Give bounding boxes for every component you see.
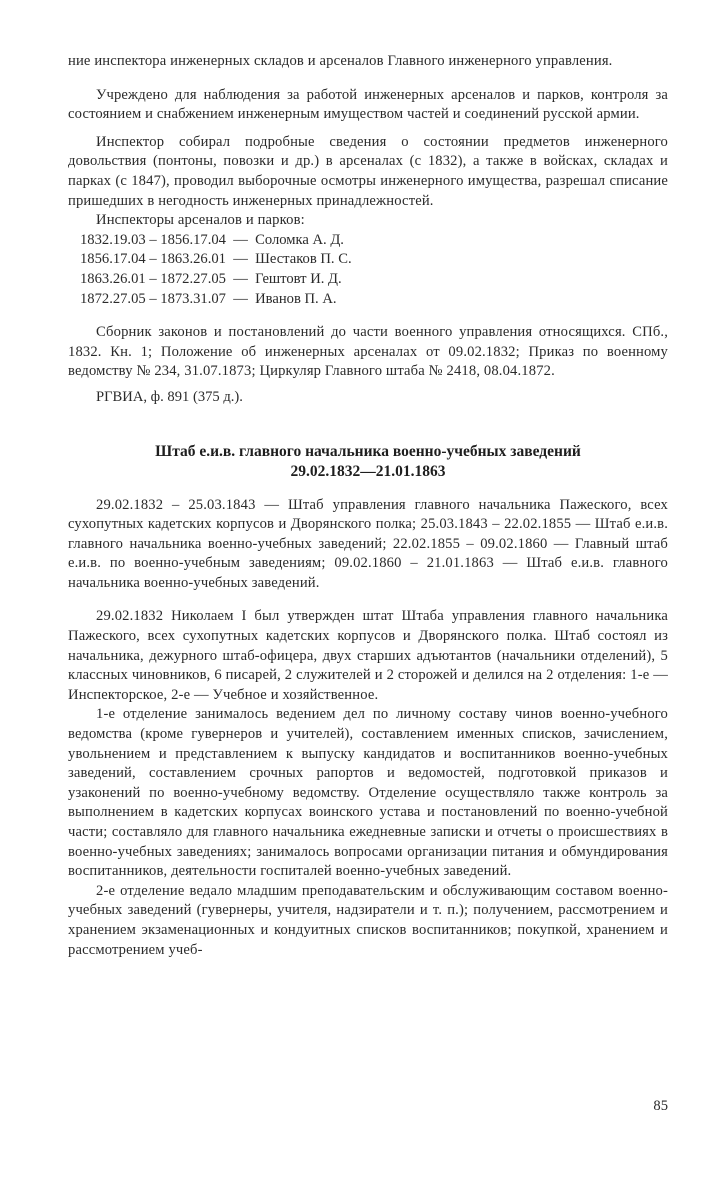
- list-item: 1863.26.01 – 1872.27.05 — Гештовт И. Д.: [80, 270, 342, 287]
- page-body: [68, 52, 668, 960]
- paragraph-purpose: Учреждено для наблюдения за работой инженерных арсеналов и парков, контроля за состоянием и снабжением инженерным имуществом частей и соединений русской армии.: [68, 86, 668, 123]
- paragraph-structure: 29.02.1832 Николаем I был утвержден штат Штаба управления главного начальника Пажеского, всех сухопутных кадетских корпусов и Дворянского полка. Штаб состоял из начальника, дежурного штаб-офицера, двух старших адъютантов (начальники отделений), 5 классных чиновников, 6 писарей, 2 служителей и 2 сторожей и делился на 2 отделения: 1-е — Инспекторское, 2-е — Учебное и хозяйственное.: [68, 608, 668, 703]
- page-number: 85: [653, 1098, 668, 1114]
- section-heading: [68, 442, 668, 482]
- paragraph-renamings: 29.02.1832 – 25.03.1843 — Штаб управления главного начальника Пажеского, всех сухопутных кадетских корпусов и Дворянского полка; 25.03.1843 – 22.02.1855 — Штаб е.и.в. главного начальника военно-учебных заведений; 22.02.1855 – 09.02.1860 — Главный штаб е.и.в. по военно-учебным заведениям; 09.02.1860 – 21.01.1863 — Штаб е.и.в. главного начальника военно-учебных заведений.: [68, 496, 668, 591]
- inspectors-list-title: Инспекторы арсеналов и парков:: [96, 212, 305, 229]
- list-item: 1856.17.04 – 1863.26.01 — Шестаков П. С.: [80, 251, 352, 268]
- paragraph-duties: Инспектор собирал подробные сведения о состоянии предметов инженерного довольствия (понтоны, повозки и др.) в арсеналах (с 1832), а также в войсках, складах и парках (с 1847), проводил выборочные осмотры инженерного имущества, разрешал списание пришедших в негодность инженерных принадлежностей.: [68, 133, 668, 209]
- list-item: 1832.19.03 – 1856.17.04 — Соломка А. Д.: [80, 231, 344, 248]
- section-heading-dates: 29.02.1832—21.01.1863: [290, 462, 446, 480]
- list-item: 1872.27.05 – 1873.31.07 — Иванов П. А.: [80, 290, 337, 307]
- paragraph-first-department: 1-е отделение занималось ведением дел по личному составу чинов военно-учебного ведомства (кроме гувернеров и учителей), составлением именных списков, зачислением, увольнением и представлением к выпуску кандидатов и воспитанников военно-учебных заведений, составлением срочных рапортов и ведомостей, подготовкой приказов и узаконений по военно-учебному ведомству. Отделение осуществляло также контроль за выполнением в кадетских корпусах воинского устава и постановлений по военно-учебной части; составляло для главного начальника ежедневные записки и отчеты о происшествиях в военно-учебных заведениях; занималось вопросами организации питания и обмундирования воспитанников, деятельности госпиталей военно-учебных заведений.: [68, 706, 668, 880]
- archive-reference: РГВИА, ф. 891 (375 д.).: [96, 388, 243, 405]
- section-heading-title: Штаб е.и.в. главного начальника военно-учебных заведений: [155, 442, 581, 460]
- sources-paragraph: Сборник законов и постановлений до части военного управления относящихся. СПб., 1832. Кн. 1; Положение об инженерных арсеналах от 09.02.1832; Приказ по военному ведомству № 234, 31.07.1873; Циркуляр Главного штаба № 2418, 08.04.1872.: [68, 324, 668, 380]
- inspectors-list: [68, 231, 668, 309]
- paragraph-second-department: 2-е отделение ведало младшим преподавательским и обслуживающим составом военно-учебных заведений (гувернеры, учителя, надзиратели и т. п.); получением, рассмотрением и хранением экзаменационных и кондуитных списков воспитанников; покупкой, хранением и рассмотрением учеб-: [68, 882, 668, 958]
- paragraph-continuation: ние инспектора инженерных складов и арсеналов Главного инженерного управления.: [68, 53, 613, 69]
